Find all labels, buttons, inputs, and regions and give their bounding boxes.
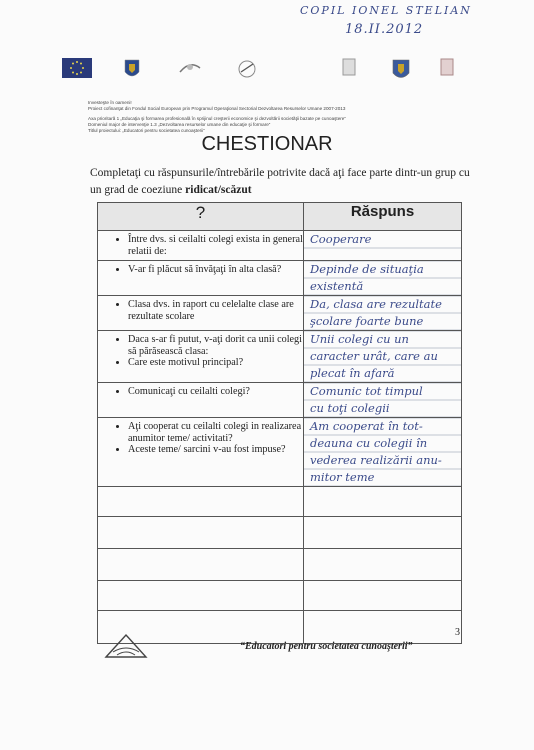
handwritten-answer-line: Cooperare (310, 232, 372, 246)
answer-cell (304, 231, 462, 261)
answer-cell (304, 296, 462, 331)
handwritten-answer-line: Da, clasa are rezultate (310, 297, 442, 311)
handwritten-answer-line: Am cooperat în tot- (310, 419, 423, 433)
instructions-text: Completaţi cu răspunsurile/întrebările potrivite dacă aţi face parte dintr-un grup cu un grad de coeziune (90, 167, 470, 196)
handwritten-answer-line: vederea realizării anu- (310, 453, 442, 467)
logo-strip (60, 58, 500, 98)
question-cell (98, 331, 304, 383)
handwritten-answer-line: Depinde de situaţia (310, 262, 424, 276)
handwritten-answer-line: caracter urât, care au (310, 349, 438, 363)
handwritten-name: COPIL IONEL STELIAN (300, 4, 472, 17)
empty-answer-cell (304, 517, 462, 549)
question-item: • Între dvs. si ceilalti colegi exista in general relatii de: (128, 234, 303, 257)
table-body (98, 231, 462, 644)
handwritten-answer-line: şcolare foarte bune (310, 314, 424, 328)
empty-table-row (98, 487, 462, 517)
question-list (98, 386, 303, 398)
answer-cell (304, 261, 462, 296)
header-line-4: Domeniul major de intervenţie 1.3 „Dezvoltarea resurselor umane din educaţie şi formare” (88, 122, 271, 127)
table-row (98, 261, 462, 296)
coat-of-arms-logo-2 (390, 58, 412, 84)
handwritten-answer-line: Unii colegi cu un (310, 332, 409, 346)
handwritten-answer-line: plecat în afară (310, 366, 395, 380)
question-cell (98, 383, 304, 418)
question-list (98, 264, 303, 276)
question-list (98, 234, 303, 257)
ministry-logo (342, 58, 356, 76)
table-row (98, 383, 462, 418)
question-item: • Care este motivul principal? (128, 357, 303, 369)
table-row (98, 418, 462, 487)
empty-question-cell (98, 581, 304, 611)
question-cell (98, 418, 304, 487)
table-header-row (98, 203, 462, 231)
handwritten-answer-line: mitor teme (310, 470, 375, 484)
header-line-3: Axa prioritară 1 „Educaţia şi formarea profesională în sprijinul creşterii economice şi dezvoltării societăţii bazate pe cunoaştere” (88, 116, 346, 121)
question-item: • Daca s-ar fi putut, v-aţi dorit ca unii colegi să părăsească clasa: (128, 334, 303, 357)
question-list (98, 334, 303, 369)
eu-flag-logo (62, 58, 92, 78)
empty-question-cell (98, 517, 304, 549)
handwritten-answer-line: existentă (310, 279, 364, 293)
partner-logo-2 (235, 58, 259, 80)
partner-logo-1 (178, 58, 202, 78)
question-column-header: ? (98, 203, 304, 231)
empty-answer-cell (304, 611, 462, 644)
header-line-1: Investeşte în oameni! (88, 100, 132, 105)
table-row (98, 331, 462, 383)
answer-column-header: Răspuns (304, 203, 462, 231)
answer-cell (304, 331, 462, 383)
empty-question-cell (98, 487, 304, 517)
page-title: CHESTIONAR (201, 133, 333, 155)
answer-cell (304, 383, 462, 418)
handwritten-answer-line: cu toţi colegii (310, 401, 390, 415)
empty-table-row (98, 549, 462, 581)
question-item: • Aceste teme/ sarcini v-au fost impuse? (128, 444, 303, 456)
question-item: • Aţi cooperat cu ceilalti colegi in realizarea anumitor teme/ activitati? (128, 421, 303, 444)
handwritten-date: 18.II.2012 (345, 22, 424, 37)
header-line-5: Titlul proiectului: „Educatori pentru societatea cunoaşterii” (88, 128, 205, 133)
footer-logo (103, 632, 149, 660)
questionnaire-table (97, 202, 462, 644)
empty-answer-cell (304, 549, 462, 581)
question-item: • V-ar fi plăcut să învăţaţi în alta clasă? (128, 264, 303, 276)
question-cell (98, 296, 304, 331)
empty-answer-cell (304, 581, 462, 611)
question-list (98, 299, 303, 322)
handwritten-answer-line: Comunic tot timpul (310, 384, 423, 398)
empty-table-row (98, 517, 462, 549)
romania-coat-of-arms-logo (122, 58, 142, 82)
empty-question-cell (98, 549, 304, 581)
empty-answer-cell (304, 487, 462, 517)
instructions-bold: ridicat/scăzut (185, 184, 252, 196)
table-row (98, 296, 462, 331)
empty-table-row (98, 611, 462, 644)
answer-cell (304, 418, 462, 487)
question-cell (98, 261, 304, 296)
page-number: 3 (455, 627, 460, 638)
question-cell (98, 231, 304, 261)
handwritten-answer-line: deauna cu colegii în (310, 436, 428, 450)
footer-text: “Educatori pentru societatea cunoaşterii” (240, 641, 413, 652)
table-row (98, 231, 462, 261)
question-item: • Comunicaţi cu ceilalti colegi? (128, 386, 303, 398)
question-item: • Clasa dvs. in raport cu celelalte clase are rezultate scolare (128, 299, 303, 322)
ministry-logo-2 (440, 58, 454, 76)
header-line-2: Proiect cofinanţat din Fondul Social European prin Programul Operaţional Sectorial Dezvoltarea Resurselor Umane 2007-2013 (88, 106, 346, 111)
question-list (98, 421, 303, 456)
instructions (90, 165, 470, 199)
empty-table-row (98, 581, 462, 611)
